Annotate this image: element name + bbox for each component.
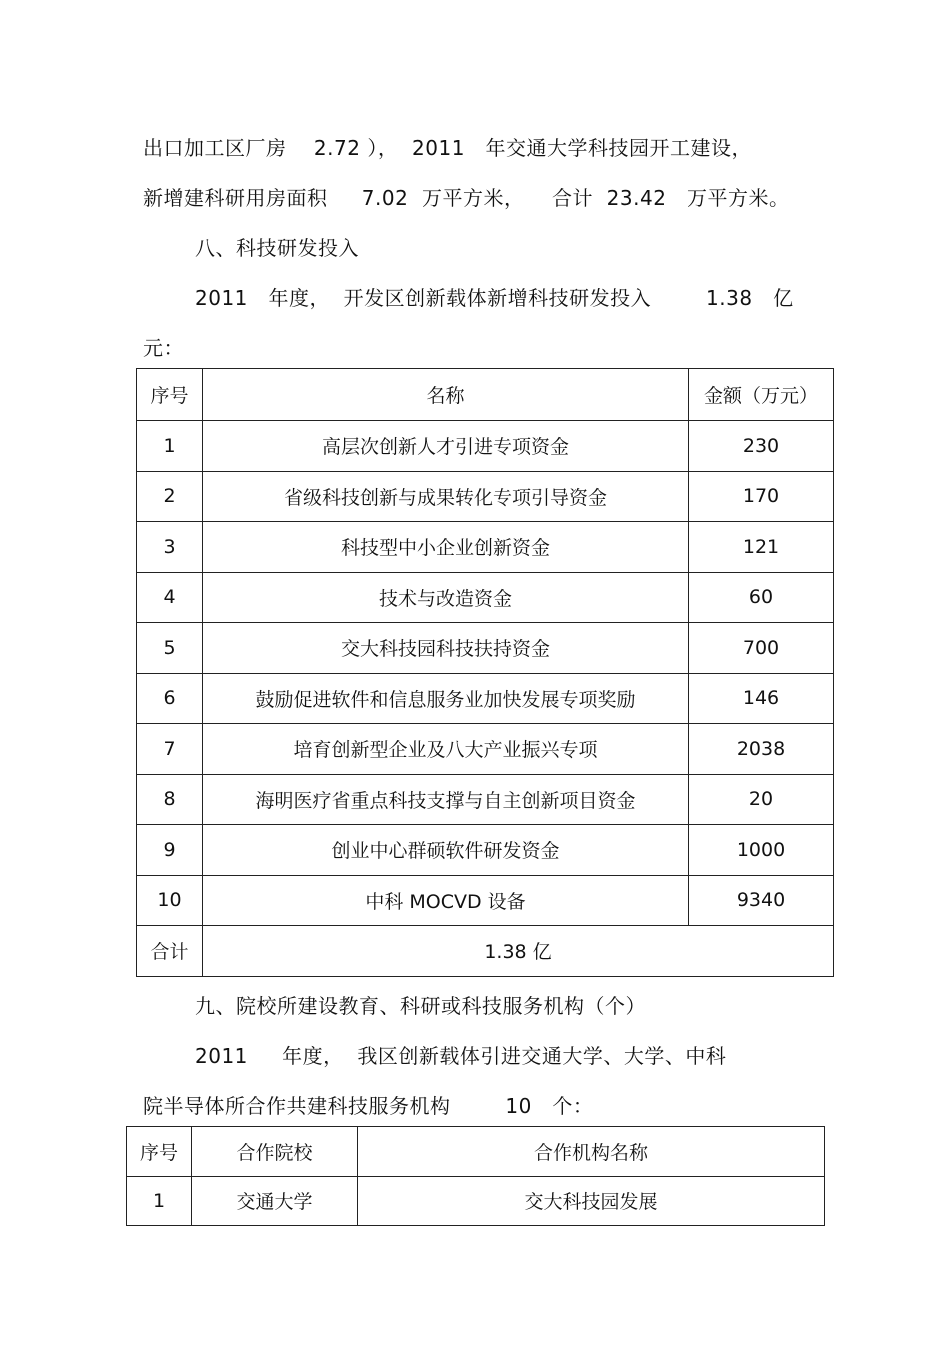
row-institution: 交大科技园发展 [358,1176,825,1226]
header-cell: 序号 [137,369,203,421]
row-index: 6 [137,673,203,724]
table-row [137,825,834,876]
row-index: 7 [137,724,203,775]
paragraph-line: 新增建科研用房面积 7.02 万平方米， 合计 23.42 万平方米。 [143,186,790,210]
table-row [137,724,834,775]
row-amount: 20 [689,774,834,825]
paragraph-line: 院半导体所合作共建科技服务机构 10 个： [143,1094,594,1118]
row-school: 交通大学 [192,1176,358,1226]
row-index: 3 [137,522,203,573]
table-row [137,421,834,472]
row-amount: 230 [689,421,834,472]
funding-table [136,368,834,977]
row-name: 技术与改造资金 [203,572,689,623]
row-name: 培育创新型企业及八大产业振兴专项 [203,724,689,775]
paragraph-line: 2011 年度， 我区创新载体引进交通大学、大学、中科 [195,1044,727,1068]
header-cell: 名称 [203,369,689,421]
table-header-row [127,1127,825,1177]
table-header-row [137,369,834,421]
table-row [137,471,834,522]
paragraph-line: 2011 年度， 开发区创新载体新增科技研发投入 1.38 亿 [195,286,794,310]
row-name: 省级科技创新与成果转化专项引导资金 [203,471,689,522]
header-cell: 序号 [127,1127,192,1177]
header-cell: 合作院校 [192,1127,358,1177]
row-name: 高层次创新人才引进专项资金 [203,421,689,472]
table-row [137,673,834,724]
row-amount: 60 [689,572,834,623]
row-index: 4 [137,572,203,623]
row-amount: 121 [689,522,834,573]
row-name: 鼓励促进软件和信息服务业加快发展专项奖励 [203,673,689,724]
row-index: 2 [137,471,203,522]
table-row [137,522,834,573]
row-index: 8 [137,774,203,825]
row-name: 中科 MOCVD 设备 [203,875,689,926]
row-name: 海明医疗省重点科技支撑与自主创新项目资金 [203,774,689,825]
row-amount: 700 [689,623,834,674]
section-heading: 九、院校所建设教育、科研或科技服务机构（个） [195,994,646,1018]
table-total-row [137,926,834,977]
row-amount: 2038 [689,724,834,775]
table-row [137,875,834,926]
row-amount: 1000 [689,825,834,876]
row-amount: 9340 [689,875,834,926]
row-index: 10 [137,875,203,926]
row-index: 9 [137,825,203,876]
paragraph-line: 出口加工区厂房 2.72 ）， 2011 年交通大学科技园开工建设， [143,136,753,160]
header-cell: 金额（万元） [689,369,834,421]
row-index: 1 [137,421,203,472]
row-name: 交大科技园科技扶持资金 [203,623,689,674]
table-row [127,1176,825,1226]
total-label: 合计 [137,926,203,977]
header-cell: 合作机构名称 [358,1127,825,1177]
row-amount: 170 [689,471,834,522]
row-index: 5 [137,623,203,674]
table-row [137,623,834,674]
row-index: 1 [127,1176,192,1226]
row-name: 创业中心群硕软件研发资金 [203,825,689,876]
table-row [137,572,834,623]
total-value: 1.38 亿 [203,926,834,977]
paragraph-line: 元： [143,336,184,360]
table-row [137,774,834,825]
row-name: 科技型中小企业创新资金 [203,522,689,573]
section-heading: 八、科技研发投入 [195,236,359,260]
cooperation-table [126,1126,825,1226]
row-amount: 146 [689,673,834,724]
